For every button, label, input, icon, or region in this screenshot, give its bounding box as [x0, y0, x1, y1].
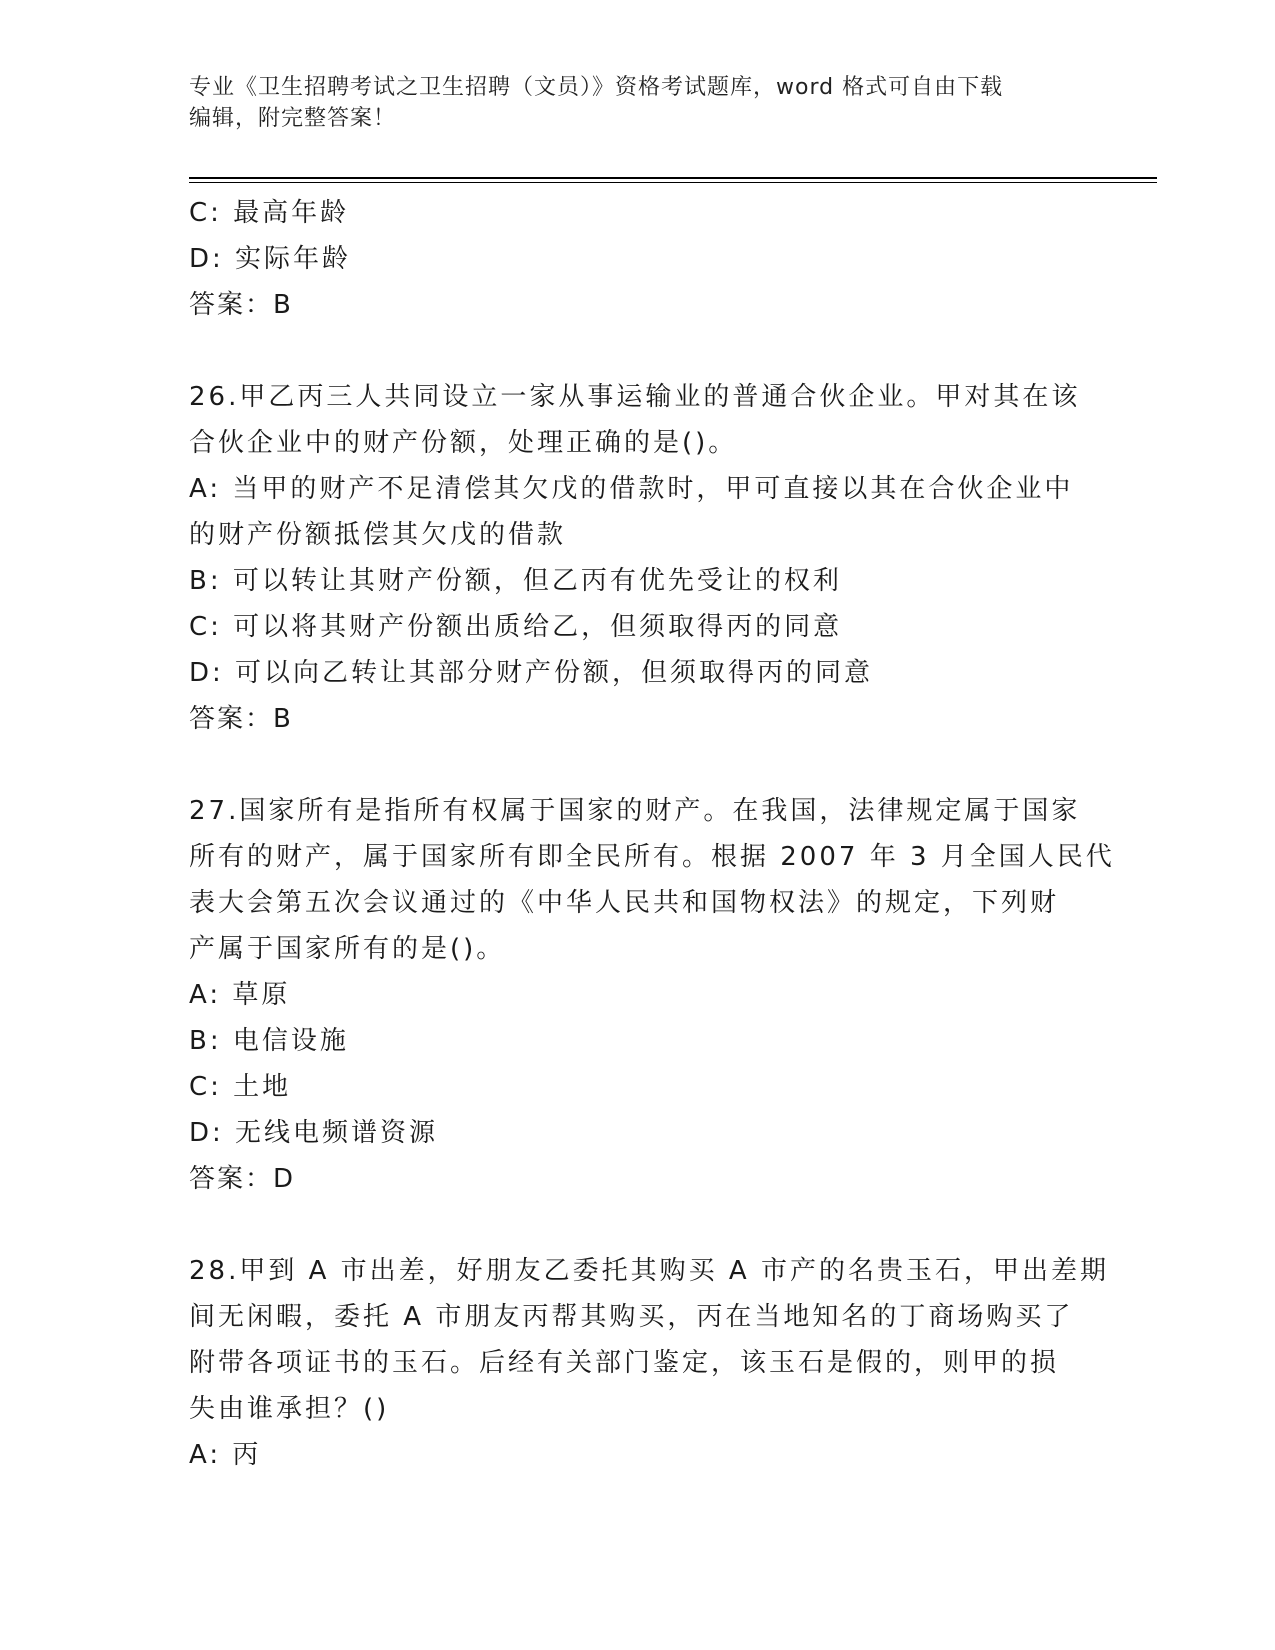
header-divider-thin [189, 182, 1157, 183]
option-b: B: 电信设施 [189, 1026, 349, 1056]
answer-line: 答案：B [189, 290, 293, 320]
option-c: C: 土地 [189, 1072, 292, 1102]
question-stem-line: 产属于国家所有的是()。 [189, 934, 506, 964]
option-d: D: 实际年龄 [189, 244, 352, 274]
question-stem-line: 失由谁承担？() [189, 1394, 390, 1424]
question-26 [189, 374, 1089, 742]
option-a: A: 当甲的财产不足清偿其欠戊的借款时，甲可直接以其在合伙企业中 [189, 474, 1074, 504]
question-stem-line: 合伙企业中的财产份额，处理正确的是()。 [189, 428, 738, 458]
option-c: C: 可以将其财产份额出质给乙，但须取得丙的同意 [189, 612, 843, 642]
header-line-2: 编辑，附完整答案！ [189, 106, 397, 131]
question-stem-line: 附带各项证书的玉石。后经有关部门鉴定，该玉石是假的，则甲的损 [189, 1348, 1060, 1378]
option-a: A: 丙 [189, 1440, 262, 1470]
question-content [189, 190, 1115, 1478]
question-27 [189, 788, 1115, 1202]
option-a: A: 草原 [189, 980, 291, 1010]
header-line-1: 专业《卫生招聘考试之卫生招聘（文员）》资格考试题库，word 格式可自由下载 [189, 75, 1004, 100]
question-28 [189, 1248, 1109, 1478]
document-header [189, 72, 1089, 134]
option-d: D: 无线电频谱资源 [189, 1118, 439, 1148]
question-stem-line: 28.甲到 A 市出差，好朋友乙委托其购买 A 市产的名贵玉石，甲出差期 [189, 1256, 1109, 1286]
question-stem-line: 26.甲乙丙三人共同设立一家从事运输业的普通合伙企业。甲对其在该 [189, 382, 1081, 412]
question-stem-line: 所有的财产，属于国家所有即全民所有。根据 2007 年 3 月全国人民代 [189, 842, 1115, 872]
question-stem-line: 表大会第五次会议通过的《中华人民共和国物权法》的规定，下列财 [189, 888, 1060, 918]
header-divider-thick [189, 177, 1157, 179]
prev-question [189, 190, 1089, 328]
answer-line: 答案：D [189, 1164, 296, 1194]
option-c: C: 最高年龄 [189, 198, 350, 228]
question-stem-line: 27.国家所有是指所有权属于国家的财产。在我国，法律规定属于国家 [189, 796, 1081, 826]
option-a-continued: 的财产份额抵偿其欠戊的借款 [189, 520, 567, 550]
option-b: B: 可以转让其财产份额，但乙丙有优先受让的权利 [189, 566, 842, 596]
answer-line: 答案：B [189, 704, 293, 734]
option-d: D: 可以向乙转让其部分财产份额，但须取得丙的同意 [189, 658, 874, 688]
question-stem-line: 间无闲暇，委托 A 市朋友丙帮其购买，丙在当地知名的丁商场购买了 [189, 1302, 1074, 1332]
